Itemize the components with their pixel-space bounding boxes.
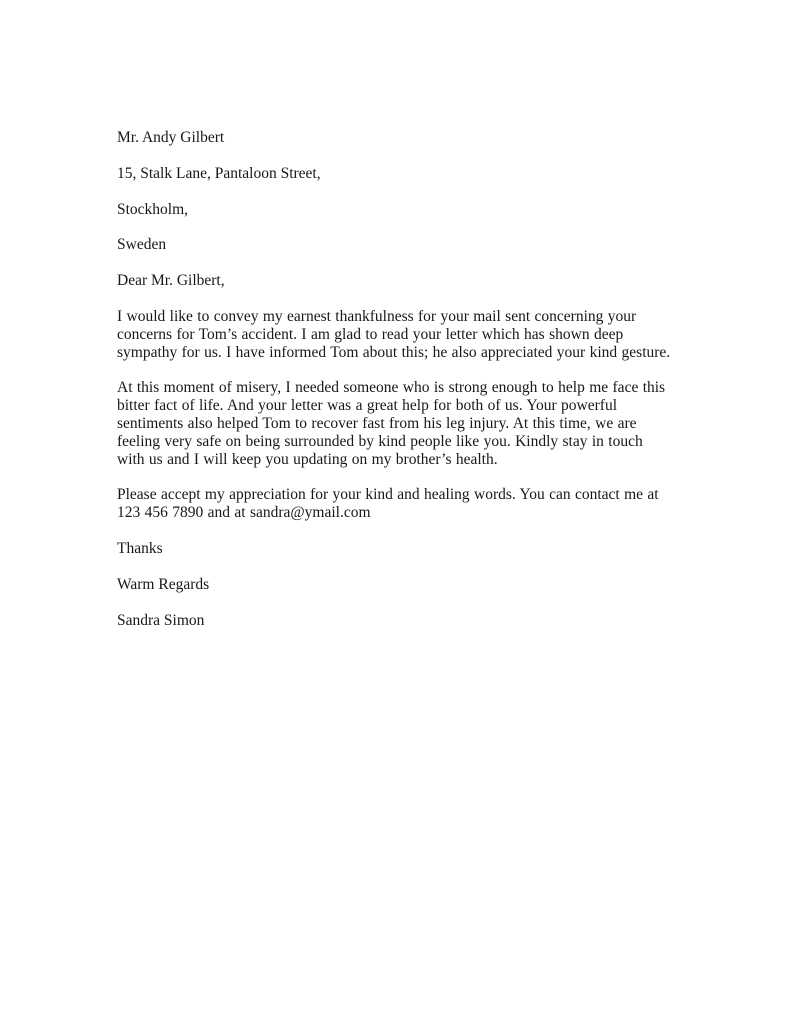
salutation: Dear Mr. Gilbert, (117, 272, 225, 290)
recipient-name: Mr. Andy Gilbert (117, 129, 225, 146)
paragraph-3: Please accept my appreciation for your kind and healing words. You can contact me at 123 456 7890 and at sandra@ymail.com (117, 486, 659, 522)
letter-body (117, 129, 673, 647)
recipient-street: 15, Stalk Lane, Pantaloon Street, (117, 164, 321, 182)
recipient-city: Stockholm, (117, 200, 189, 218)
closing-thanks: Thanks (117, 539, 163, 557)
paragraph-2: At this moment of misery, I needed someone who is strong enough to help me face this bitter fact of life. And your letter was a great help for both of us. Your powerful sentiments also helped Tom to recover fast from his leg injury. At this time, we are feeling very safe on being surrounded by kind people like you. Kindly stay in touch with us and I will keep you updating on my brother’s health. (117, 379, 666, 468)
closing-regards: Warm Regards (117, 575, 210, 593)
paragraph-1: I would like to convey my earnest thankfulness for your mail sent concerning your concerns for Tom’s accident. I am glad to read your letter which has shown deep sympathy for us. I have informed Tom about this; he also appreciated your kind gesture. (117, 307, 671, 361)
signature-name: Sandra Simon (117, 611, 205, 629)
recipient-country: Sweden (117, 236, 167, 254)
